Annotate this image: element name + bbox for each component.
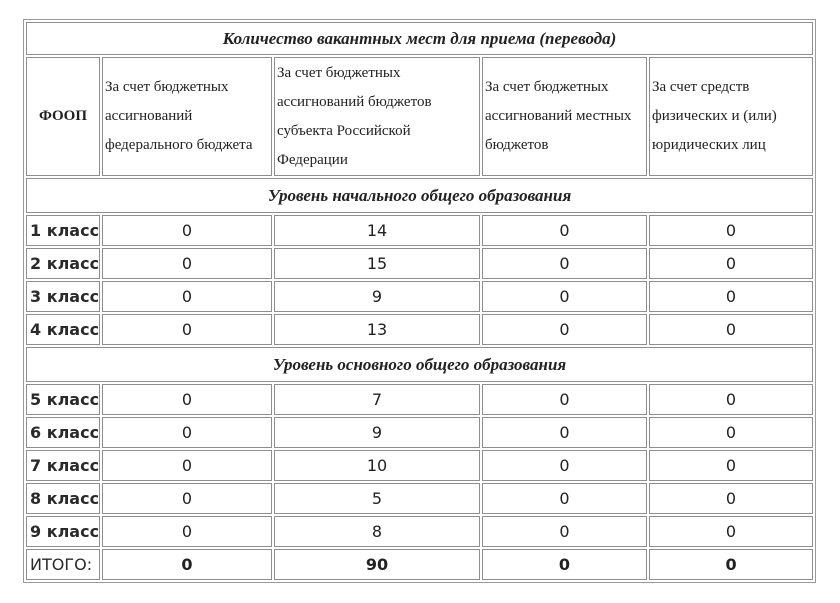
table-row [26, 384, 813, 415]
table-row [26, 450, 813, 481]
cell-regional: 8 [274, 516, 480, 547]
cell-private: 0 [649, 281, 813, 312]
cell-federal: 0 [102, 483, 272, 514]
title-row [26, 22, 813, 55]
cell-regional: 5 [274, 483, 480, 514]
vacancies-table [23, 19, 816, 583]
row-label: 7 класс [26, 450, 100, 481]
section-row [26, 347, 813, 382]
cell-federal: 0 [102, 281, 272, 312]
column-header-private: За счет средств физических и (или) юридических лиц [649, 57, 813, 176]
cell-local: 0 [482, 215, 647, 246]
section-row [26, 178, 813, 213]
row-label: 4 класс [26, 314, 100, 345]
cell-regional: 14 [274, 215, 480, 246]
cell-local: 0 [482, 516, 647, 547]
column-header-regional: За счет бюджетных ассигнований бюджетов субъекта Российской Федерации [274, 57, 480, 176]
row-label: 3 класс [26, 281, 100, 312]
cell-regional: 15 [274, 248, 480, 279]
cell-private: 0 [649, 248, 813, 279]
cell-federal: 0 [102, 314, 272, 345]
cell-private: 0 [649, 384, 813, 415]
table-row [26, 281, 813, 312]
total-label: ИТОГО: [26, 549, 100, 580]
row-label: 6 класс [26, 417, 100, 448]
cell-federal: 0 [102, 248, 272, 279]
cell-private: 0 [649, 314, 813, 345]
cell-regional: 13 [274, 314, 480, 345]
cell-local: 0 [482, 281, 647, 312]
table-row [26, 248, 813, 279]
cell-regional: 10 [274, 450, 480, 481]
cell-local: 0 [482, 314, 647, 345]
cell-private: 0 [649, 450, 813, 481]
row-label: 1 класс [26, 215, 100, 246]
cell-local: 0 [482, 384, 647, 415]
row-label: 8 класс [26, 483, 100, 514]
table-row [26, 483, 813, 514]
cell-local: 0 [482, 483, 647, 514]
table-row [26, 516, 813, 547]
total-private: 0 [649, 549, 813, 580]
table-row [26, 314, 813, 345]
cell-regional: 7 [274, 384, 480, 415]
total-federal: 0 [102, 549, 272, 580]
total-local: 0 [482, 549, 647, 580]
column-header-federal: За счет бюджетных ассигнований федерального бюджета [102, 57, 272, 176]
cell-private: 0 [649, 516, 813, 547]
cell-federal: 0 [102, 417, 272, 448]
header-row [26, 57, 813, 176]
cell-private: 0 [649, 417, 813, 448]
table-title: Количество вакантных мест для приема (перевода) [26, 22, 813, 55]
cell-federal: 0 [102, 215, 272, 246]
section-title-primary: Уровень начального общего образования [26, 178, 813, 213]
cell-private: 0 [649, 483, 813, 514]
cell-private: 0 [649, 215, 813, 246]
row-label: 5 класс [26, 384, 100, 415]
cell-federal: 0 [102, 450, 272, 481]
section-title-basic: Уровень основного общего образования [26, 347, 813, 382]
cell-federal: 0 [102, 516, 272, 547]
column-header-foop: ФООП [26, 57, 100, 176]
cell-regional: 9 [274, 281, 480, 312]
cell-regional: 9 [274, 417, 480, 448]
column-header-local: За счет бюджетных ассигнований местных бюджетов [482, 57, 647, 176]
cell-federal: 0 [102, 384, 272, 415]
total-regional: 90 [274, 549, 480, 580]
cell-local: 0 [482, 248, 647, 279]
row-label: 9 класс [26, 516, 100, 547]
table-row [26, 417, 813, 448]
row-label: 2 класс [26, 248, 100, 279]
cell-local: 0 [482, 417, 647, 448]
table-row [26, 215, 813, 246]
cell-local: 0 [482, 450, 647, 481]
total-row [26, 549, 813, 580]
